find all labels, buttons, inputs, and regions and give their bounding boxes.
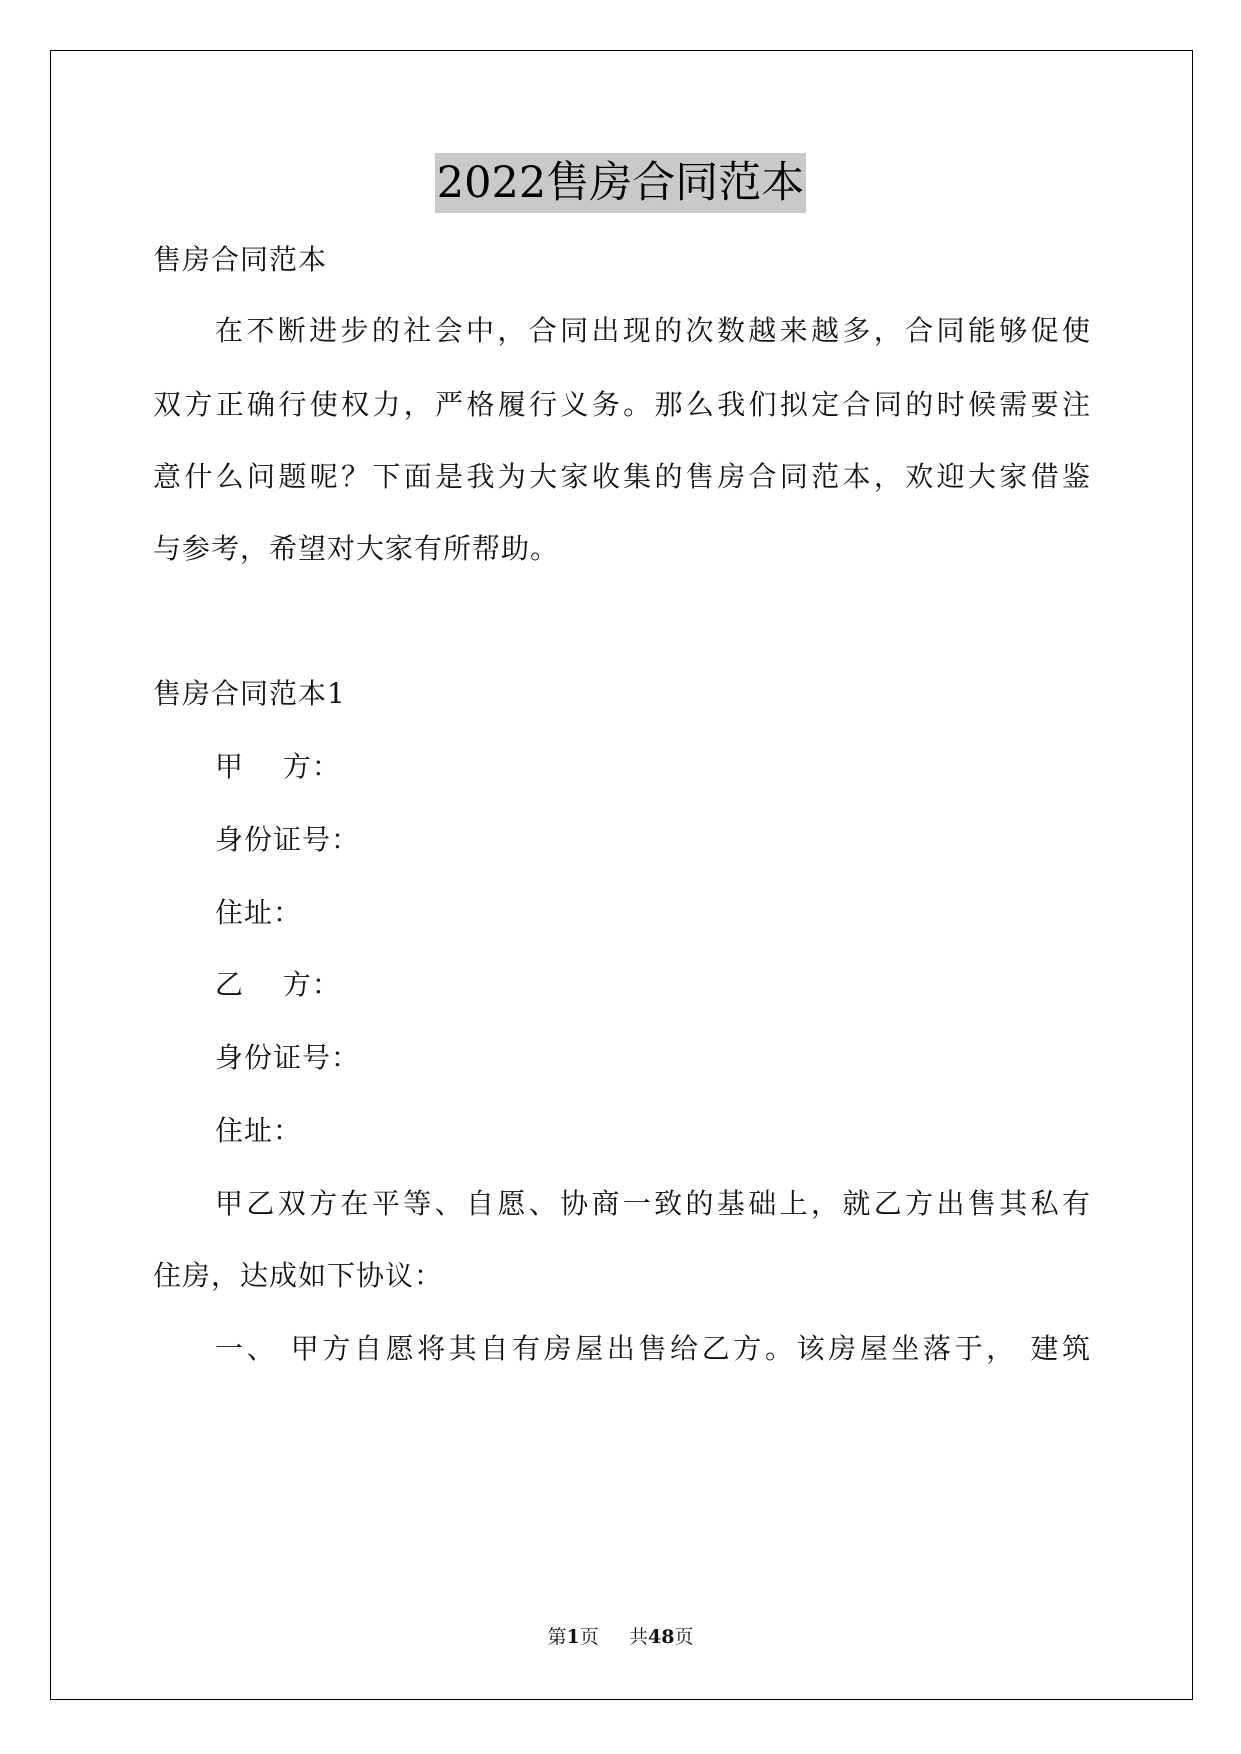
agreement-line-1: 甲乙双方在平等、自愿、协商一致的基础上，就乙方出售其私有 <box>215 1187 1090 1220</box>
intro-paragraph-line-4: 与参考，希望对大家有所帮助。 <box>153 532 560 565</box>
intro-heading: 售房合同范本 <box>153 243 328 276</box>
clause-1-line: 一、 甲方自愿将其自有房屋出售给乙方。该房屋坐落于， 建筑 <box>215 1332 1090 1365</box>
party-a-address-label: 住址： <box>215 896 303 929</box>
intro-paragraph-line-2: 双方正确行使权力，严格履行义务。那么我们拟定合同的时候需要注 <box>153 388 1090 421</box>
agreement-line-2: 住房，达成如下协议： <box>153 1259 444 1292</box>
party-a-id-label: 身份证号： <box>215 823 361 856</box>
party-b-id-label: 身份证号： <box>215 1041 361 1074</box>
page-border <box>50 50 1193 1700</box>
footer-prefix: 第 <box>547 1626 567 1648</box>
party-a-label: 甲 方： <box>215 750 341 783</box>
party-b-address-label: 住址： <box>215 1114 303 1147</box>
footer-current-page: 1 <box>566 1626 580 1648</box>
document-title: 2022售房合同范本 <box>435 153 806 213</box>
footer-page-unit: 页 <box>579 1626 599 1648</box>
footer-total-pages: 48 <box>648 1626 675 1648</box>
party-b-label: 乙 方： <box>215 968 341 1001</box>
footer-total-unit: 页 <box>674 1626 694 1648</box>
footer-total-prefix: 共 <box>628 1626 648 1648</box>
intro-paragraph-line-3: 意什么问题呢？下面是我为大家收集的售房合同范本，欢迎大家借鉴 <box>153 460 1090 493</box>
intro-paragraph-line-1: 在不断进步的社会中，合同出现的次数越来越多，合同能够促使 <box>215 314 1090 347</box>
title-wrap <box>0 153 1241 213</box>
page-footer <box>0 1624 1241 1650</box>
section-heading: 售房合同范本1 <box>153 677 346 710</box>
